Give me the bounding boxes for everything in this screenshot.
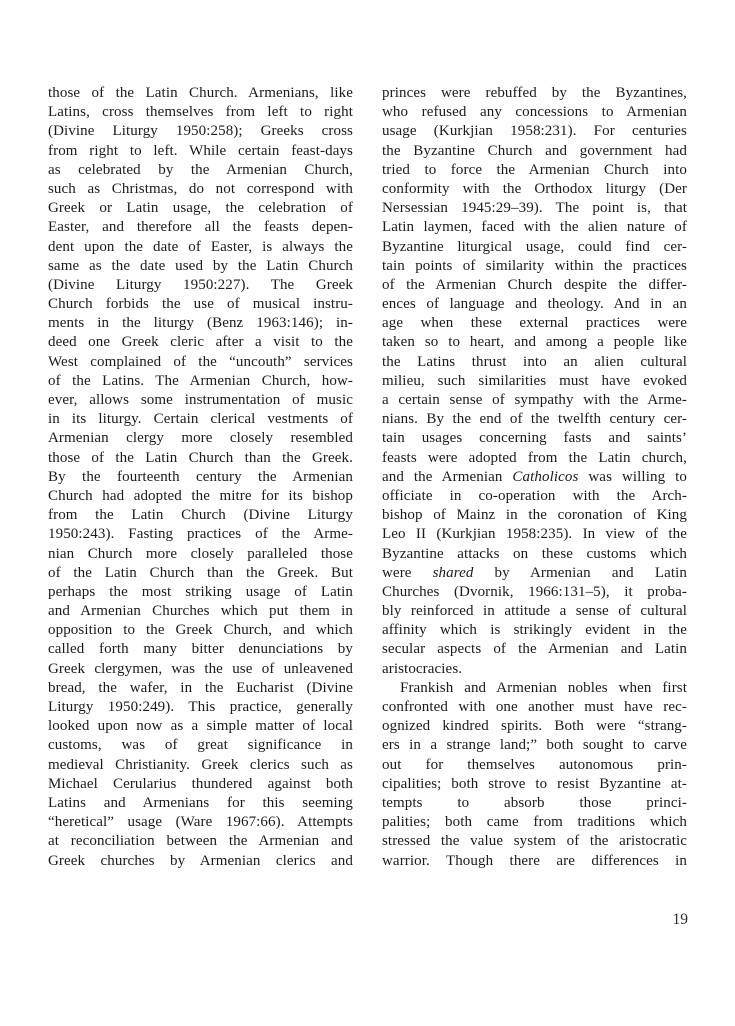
text-line: out for themselves autonomous prin- xyxy=(382,756,687,773)
left-column xyxy=(48,84,353,871)
text-line: (Divine Liturgy 1950:258); Greeks cross xyxy=(48,123,353,140)
text-line: Greek clergymen, was the use of unleavened xyxy=(48,660,353,677)
text-line: deed one Greek cleric after a visit to the xyxy=(48,334,353,351)
text-line: By the fourteenth century the Armenian xyxy=(48,468,353,485)
text-line: such as Christmas, do not correspond with xyxy=(48,180,353,197)
page-number: 19 xyxy=(672,911,688,928)
text-line: stressed the value system of the aristocratic xyxy=(382,833,687,850)
text-line: from right to left. While certain feast-days xyxy=(48,142,353,159)
text-line: palities; both came from traditions which xyxy=(382,814,687,831)
text-line: Greek or Latin usage, the celebration of xyxy=(48,200,353,217)
text-line: ognized kindred spirits. Both were “strang- xyxy=(382,718,687,735)
text-line: Latin laymen, faced with the alien nature of xyxy=(382,219,687,236)
text-line: Armenian clergy more closely resembled xyxy=(48,430,353,447)
text-line: Liturgy 1950:249). This practice, generally xyxy=(48,699,353,715)
text-line: who refused any concessions to Armenian xyxy=(382,104,687,121)
text-line: customs, was of great significance in xyxy=(48,737,353,754)
text-line: bishop of Mainz in the coronation of King xyxy=(382,507,687,524)
text-line: Leo II (Kurkjian 1958:235). In view of the xyxy=(382,526,687,543)
text-line: of the Latin Church than the Greek. But xyxy=(48,564,353,581)
text-line: bread, the wafer, in the Eucharist (Divine xyxy=(48,679,353,696)
text-line: usage (Kurkjian 1958:231). For centuries xyxy=(382,123,687,140)
text-line: Easter, and therefore all the feasts depen- xyxy=(48,219,353,236)
text-line: and Armenian Churches which put them in xyxy=(48,603,353,620)
text-line: ers in a strange land;” both sought to carve xyxy=(382,737,687,754)
text-line: affinity which is strikingly evident in the xyxy=(382,622,687,639)
text-line: conformity with the Orthodox liturgy (Der xyxy=(382,180,687,197)
text-line: ments in the liturgy (Benz 1963:146); in- xyxy=(48,315,353,332)
text-line: same as the date used by the Latin Church xyxy=(48,257,353,274)
text-line: of the Armenian Church despite the differ- xyxy=(382,276,687,293)
text-line: tried to force the Armenian Church into xyxy=(382,161,687,178)
text-line: from the Latin Church (Divine Liturgy xyxy=(48,507,353,524)
text-line: dent upon the date of Easter, is always the xyxy=(48,238,353,255)
text-line: a certain sense of sympathy with the Arme- xyxy=(382,392,687,408)
text-line: tain usages concerning fasts and saints’ xyxy=(382,430,687,447)
text-line: opposition to the Greek Church, and which xyxy=(48,622,353,639)
text-line: in its liturgy. Certain clerical vestments of xyxy=(48,411,353,428)
text-line: taken so to heart, and among a people like xyxy=(382,334,687,351)
text-columns xyxy=(48,84,687,871)
text-line: Church forbids the use of musical instru- xyxy=(48,296,353,313)
text-line: looked upon now as a simple matter of local xyxy=(48,718,353,735)
text-line: as celebrated by the Armenian Church, xyxy=(48,161,353,178)
text-line: perhaps the most striking usage of Latin xyxy=(48,583,353,600)
italic-text: Catholicos xyxy=(512,468,579,485)
text-line: tempts to absorb those princi- xyxy=(382,794,687,811)
text-line: those of the Latin Church. Armenians, like xyxy=(48,85,353,101)
text-line: aristocracies. xyxy=(382,660,463,677)
text-line: Byzantine attacks on these customs which xyxy=(382,545,687,562)
text-line: the Latins thrust into an alien cultural xyxy=(382,353,687,370)
italic-text: shared xyxy=(432,564,474,581)
text-line: West complained of the “uncouth” services xyxy=(48,353,353,370)
text-line: at reconciliation between the Armenian and xyxy=(48,833,353,850)
text-line: Byzantine liturgical usage, could find cer- xyxy=(382,238,687,255)
text-line: princes were rebuffed by the Byzantines, xyxy=(382,85,687,101)
text-line: were shared by Armenian and Latin xyxy=(382,564,687,581)
text-line: of the Latins. The Armenian Church, how- xyxy=(48,372,353,389)
text-line: warrior. Though there are differences in xyxy=(382,852,687,869)
text-line: Frankish and Armenian nobles when first xyxy=(400,679,687,696)
text-line: those of the Latin Church than the Greek. xyxy=(48,449,353,466)
text-line: secular aspects of the Armenian and Latin xyxy=(382,641,687,658)
text-line: confronted with one another must have rec- xyxy=(382,699,687,715)
text-line: ences of language and theology. And in an xyxy=(382,296,687,313)
text-line: nian Church more closely paralleled those xyxy=(48,545,353,562)
right-column xyxy=(382,84,687,871)
text-line: ever, allows some instrumentation of music xyxy=(48,392,353,408)
text-line: Nersessian 1945:29–39). The point is, that xyxy=(382,200,687,217)
text-line: called forth many bitter denunciations by xyxy=(48,641,353,658)
text-line: age when these external practices were xyxy=(382,315,687,332)
text-line: “heretical” usage (Ware 1967:66). Attempts xyxy=(48,814,353,831)
text-line: Churches (Dvornik, 1966:131–5), it proba- xyxy=(382,583,687,600)
text-line: feasts were adopted from the Latin church, xyxy=(382,449,687,466)
text-line: Greek churches by Armenian clerics and xyxy=(48,852,353,869)
text-line: (Divine Liturgy 1950:227). The Greek xyxy=(48,276,353,293)
text-line: Church had adopted the mitre for its bishop xyxy=(48,487,353,504)
text-line: milieu, such similarities must have evoked xyxy=(382,372,687,389)
text-line: Michael Cerularius thundered against both xyxy=(48,775,353,792)
text-line: 1950:243). Fasting practices of the Arme- xyxy=(48,526,353,543)
text-line: Latins and Armenians for this seeming xyxy=(48,794,353,811)
text-line: officiate in co-operation with the Arch- xyxy=(382,487,687,504)
text-line: Latins, cross themselves from left to right xyxy=(48,104,353,121)
text-line: cipalities; both strove to resist Byzantine at- xyxy=(382,775,687,792)
text-line: tain points of similarity within the practices xyxy=(382,257,687,274)
text-line: the Byzantine Church and government had xyxy=(382,142,687,159)
text-line: medieval Christianity. Greek clerics such as xyxy=(48,756,353,773)
text-line: bly reinforced in attitude a sense of cultural xyxy=(382,603,687,620)
text-line: nians. By the end of the twelfth century cer- xyxy=(382,411,687,428)
text-line: and the Armenian Catholicos was willing to xyxy=(382,468,687,485)
